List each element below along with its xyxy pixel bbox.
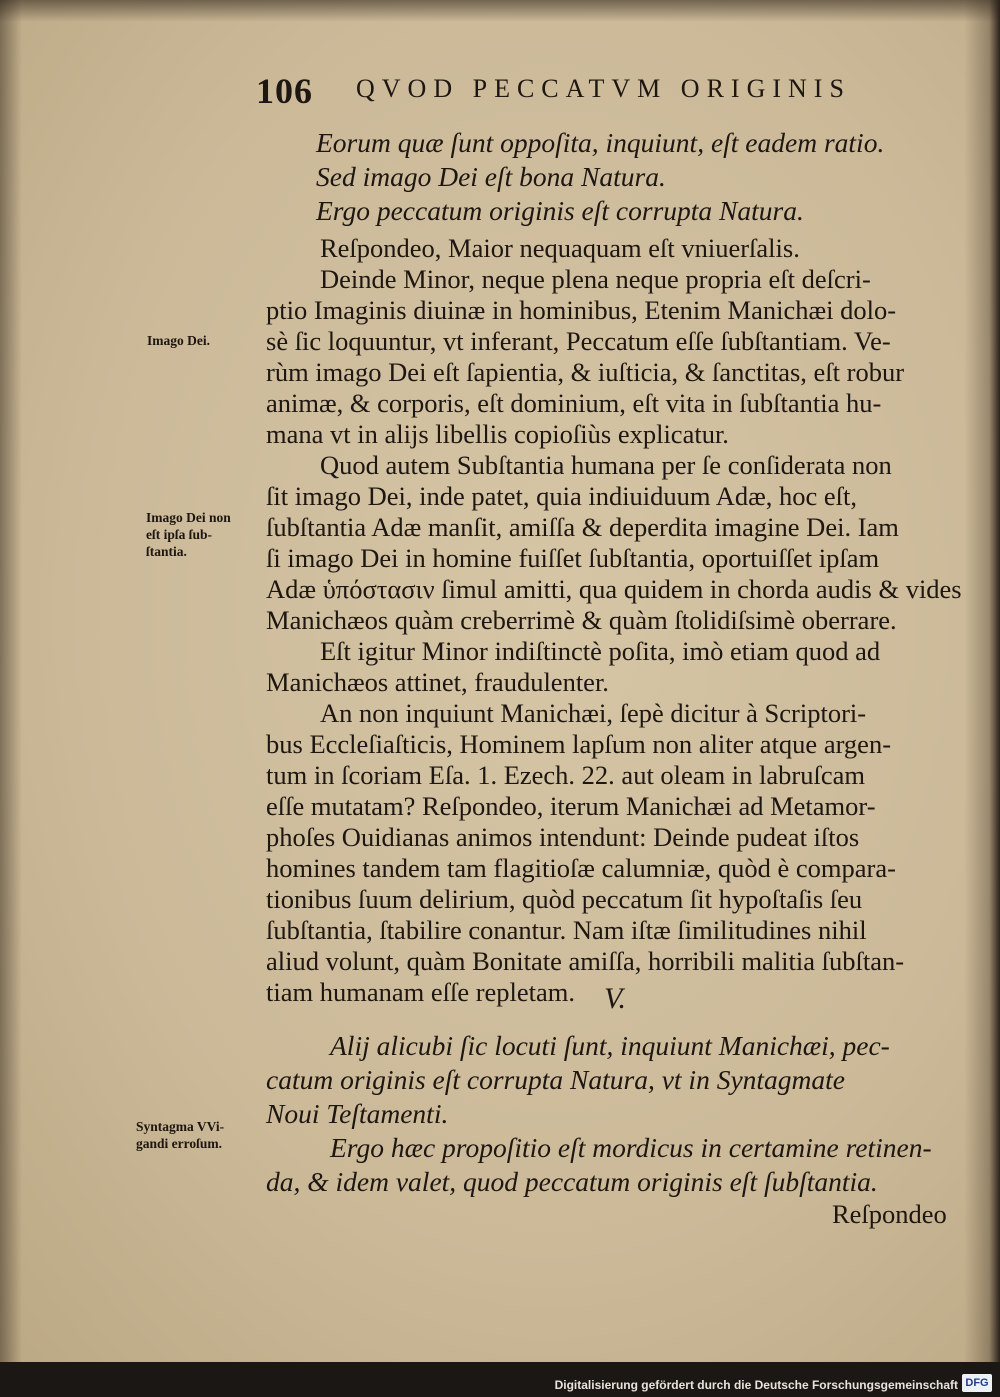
text-line: rùm imago Dei eſt ſapientia, & iuſticia, & ſanctitas, eſt robur [266,357,905,387]
text-line: Adæ ὑπόστασιν ſimul amitti, qua quidem in chorda audis & vides [266,574,962,604]
running-head [256,70,896,120]
text-line: tiam humanam eſſe repletam. [266,977,576,1007]
page-top-shadow [0,0,1000,22]
text-line: Manichæos attinet, fraudulenter. [266,667,609,697]
text-line: Ergo peccatum originis eſt corrupta Natura. [316,195,804,226]
page-gutter-shadow [964,0,1000,1362]
funding-credit: Digitalisierung gefördert durch die Deutsche Forschungsgemeinschaft [554,1378,958,1392]
margin-note [147,332,210,349]
catchword: Reſpondeo [832,1199,947,1229]
margin-note [146,509,231,560]
text-line: catum originis eſt corrupta Natura, vt in Syntagmate [266,1064,845,1095]
text-line: Manichæos quàm creberrimè & quàm ſtolidiſsimè oberrare. [266,605,897,635]
text-line: animæ, & corporis, eſt dominium, eſt vita in ſubſtantia hu- [266,388,882,418]
section-number: V. [604,982,626,1015]
text-line: ptio Imaginis diuinæ in hominibus, Etenim Manichæi dolo- [266,295,897,325]
text-line: An non inquiunt Manichæi, ſepè dicitur à Scriptori- [320,698,867,728]
text-line: homines tandem tam flagitioſæ calumniæ, quòd è compara- [266,853,896,883]
text-line: Deinde Minor, neque plena neque propria eſt deſcri- [320,264,871,294]
text-line: Sed imago Dei eſt bona Natura. [316,161,666,192]
margin-note-line: Imago Dei non [146,510,231,525]
page-number: 106 [256,71,313,111]
page-left-shadow [0,0,22,1362]
text-line: eſſe mutatam? Reſpondeo, iterum Manichæi ad Metamor- [266,791,876,821]
text-line: Ergo hæc propoſitio eſt mordicus in certamine retinen- [330,1132,932,1163]
text-line: ſubſtantia, ſtabilire conantur. Nam iſtæ ſimilitudines nihil [266,915,867,945]
dfg-logo-icon: DFG [962,1374,992,1392]
margin-note-line: Imago Dei. [147,333,210,348]
text-line: phoſes Ouidianas animos intendunt: Deinde pudeat iſtos [266,822,860,852]
text-line: Quod autem Subſtantia humana per ſe conſiderata non [320,450,892,480]
text-line: Eorum quæ ſunt oppoſita, inquiunt, eſt eadem ratio. [316,127,885,158]
text-line: ſit imago Dei, inde patet, quia indiuiduum Adæ, hoc eſt, [266,481,858,511]
text-line: Reſpondeo, Maior nequaquam eſt vniuerſalis. [320,233,800,263]
text-line: da, & idem valet, quod peccatum originis eſt ſubſtantia. [266,1166,878,1197]
margin-note-line: eſt ipſa ſub- [146,527,213,542]
text-line: Eſt igitur Minor indiſtinctè poſita, imò etiam quod ad [320,636,881,666]
margin-note [136,1118,224,1152]
text-line: tum in ſcoriam Eſa. 1. Ezech. 22. aut oleam in labruſcam [266,760,865,790]
text-line: aliud volunt, quàm Bonitate amiſſa, horribili malitia ſubſtan- [266,946,905,976]
margin-note-line: ſtantia. [146,544,187,559]
running-title: QVOD PECCATVM ORIGINIS [356,74,851,103]
text-line: ſi imago Dei in homine fuiſſet ſubſtantia, oportuiſſet ipſam [266,543,880,573]
margin-note-line: gandi erroſum. [136,1136,223,1151]
footer-bar [0,1362,1000,1397]
text-line: ſubſtantia Adæ manſit, amiſſa & deperdita imagine Dei. Iam [266,512,899,542]
margin-note-line: Syntagma VVi- [136,1119,225,1134]
text-line: sè ſic loquuntur, vt inferant, Peccatum eſſe ſubſtantiam. Ve- [266,326,891,356]
text-line: bus Eccleſiaſticis, Hominem lapſum non aliter atque argen- [266,729,892,759]
text-line: tionibus ſuum delirium, quòd peccatum ſit hypoſtaſis ſeu [266,884,863,914]
text-line: Alij alicubi ſic locuti ſunt, inquiunt Manichæi, pec- [330,1030,890,1061]
text-line: Noui Teſtamenti. [266,1098,449,1129]
text-line: mana vt in alijs libellis copioſiùs explicatur. [266,419,729,449]
